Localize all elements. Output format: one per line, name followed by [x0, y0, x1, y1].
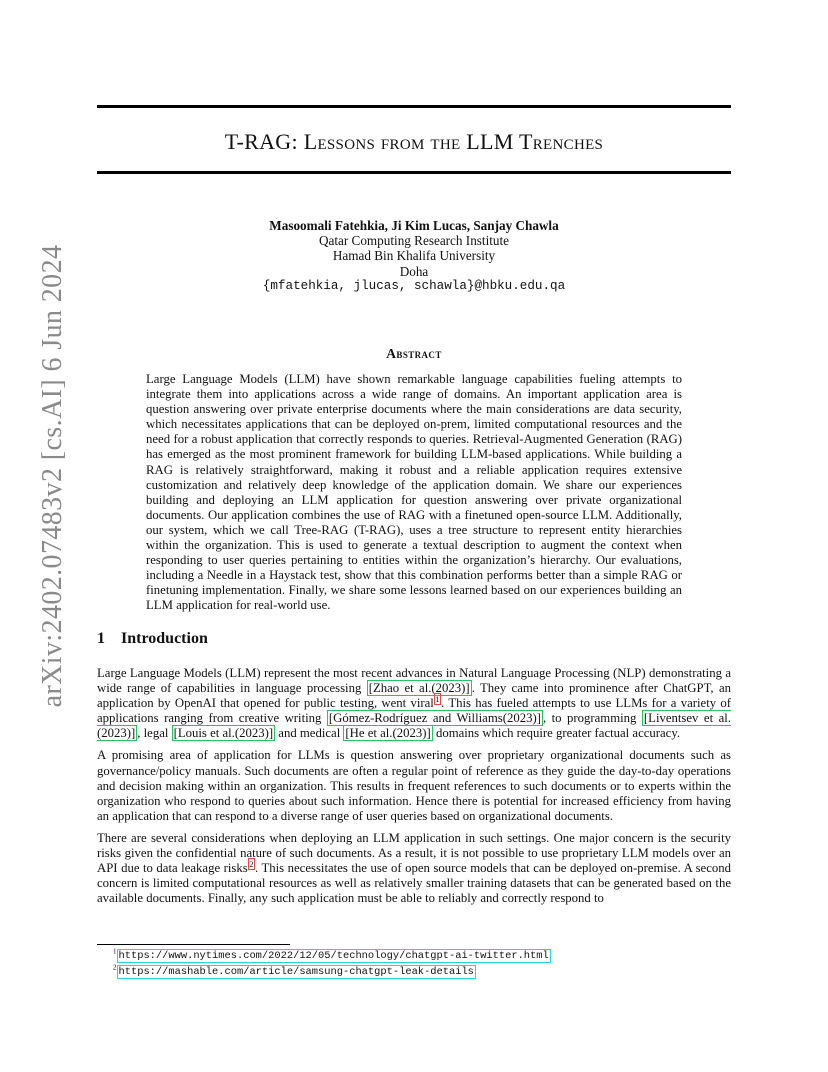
citation-link[interactable]: [Liventsev et al.(2023)]: [97, 711, 731, 741]
introduction-body: [97, 666, 731, 913]
intro-paragraph-2: A promising area of application for LLMs is question answering over proprietary organizational documents such as governance/policy manuals. Such documents are often a regular point of reference as they guide the day-to-day operations and decision making within an organization. This results in frequent references to such documents or to experts within the organization who respond to queries about such information. Hence there is potential for increased efficiency from having an application that can respond to a diverse range of user queries based on organizational documents.: [97, 748, 731, 823]
text-run: . This has fueled attempts to use LLMs for a variety of applications ranging from creative writing: [97, 696, 731, 726]
author-emails: {mfatehkia, jlucas, schawla}@hbku.edu.qa: [262, 278, 566, 293]
footnote-mark: 2: [113, 963, 117, 972]
arxiv-identifier-stamp: arXiv:2402.07483v2 [cs.AI] 6 Jun 2024: [37, 244, 68, 708]
text-run: and medical: [275, 726, 344, 741]
footnote-ref-2[interactable]: 2: [249, 858, 254, 869]
text-run: . This necessitates the use of open source models that can be deployed on-premise. A second concern is limited computational resources as well as relatively smaller training datasets that can be generated based on the available documents. Finally, any such application must be able to reliably and correctly respond to: [97, 861, 731, 906]
citation-link[interactable]: [Zhao et al.(2023)]: [368, 681, 470, 696]
citation-link[interactable]: [Gómez-Rodríguez and Williams(2023)]: [328, 711, 541, 726]
section-title: Introduction: [121, 630, 208, 647]
citation-link[interactable]: [Louis et al.(2023)]: [173, 726, 274, 741]
text-run: There are several considerations when deploying an LLM application in such settings. One major concern is the security risks given the confidential nature of such documents. As a result, it is not possible to use proprietary LLM models over an API due to data leakage risks: [97, 830, 731, 876]
affiliation-city: Doha: [399, 263, 429, 279]
footnote-ref-1[interactable]: 1: [435, 693, 440, 704]
abstract-text: Large Language Models (LLM) have shown remarkable language capabilities fueling attempts to integrate them into applications across a wide range of domains. An important application area is question answering over private enterprise documents where the main considerations are data security, which necessitates applications that can be deployed on-prem, limited computational resources and the need for a robust application that correctly responds to queries. Retrieval-Augmented Generation (RAG) has emerged as the most prominent framework for building LLM-based applications. While building a RAG is relatively straightforward, making it robust and a reliable application requires extensive customization and relatively deep knowledge of the application domain. We share our experiences building and deploying an LLM application for question answering over private organizational documents. Our application combines the use of RAG with a finetuned open-source LLM. Additionally, our system, which we call Tree-RAG (T-RAG), uses a tree structure to represent entity hierarchies within the organization. This is used to generate a textual description to augment the context when responding to user queries pertaining to entities within the organization’s hierarchy. Our evaluations, including a Needle in a Haystack test, show that this combination performs better than a simple RAG or finetuning implementation. Finally, we share some lessons learned based on our experiences building an LLM application for real-world use.: [146, 372, 682, 613]
citation-link[interactable]: [He et al.(2023)]: [345, 726, 431, 741]
section-heading-introduction: [97, 630, 208, 648]
affiliation-line-2: Hamad Bin Khalifa University: [332, 248, 496, 264]
text-run: domains which require greater factual accuracy.: [432, 726, 681, 741]
footnote-2: [113, 964, 551, 980]
author-block: [97, 218, 731, 294]
footnotes: [113, 948, 551, 980]
footnote-url-link[interactable]: https://www.nytimes.com/2022/12/05/technology/chatgpt-ai-twitter.html: [118, 950, 549, 962]
affiliation-line-1: Qatar Computing Research Institute: [318, 233, 510, 249]
text-run: , legal: [137, 726, 172, 741]
intro-paragraph-1: [97, 666, 731, 741]
text-run: , to programming: [542, 711, 642, 726]
intro-paragraph-3: [97, 831, 731, 906]
footnote-url-link[interactable]: https://mashable.com/article/samsung-chatgpt-leak-details: [118, 966, 474, 978]
text-run: Large Language Models (LLM) represent the most recent advances in Natural Language Processing (NLP) demonstrating a wide range of capabilities in language processing: [97, 666, 731, 696]
section-number: 1: [97, 630, 105, 647]
abstract-heading: Abstract: [386, 346, 442, 361]
footnote-rule: [97, 944, 290, 945]
footnote-mark: 1: [113, 947, 117, 956]
title-rule-top: [97, 105, 731, 108]
title-rule-bottom: [97, 171, 731, 174]
text-run: . They came into prominence after ChatGPT, an application by OpenAI that opened for public testing, went viral: [97, 681, 731, 711]
paper-title: T-RAG: Lessons from the LLM Trenches: [224, 129, 604, 154]
footnote-1: [113, 948, 551, 964]
author-names: Masoomali Fatehkia, Ji Kim Lucas, Sanjay Chawla: [269, 218, 559, 233]
